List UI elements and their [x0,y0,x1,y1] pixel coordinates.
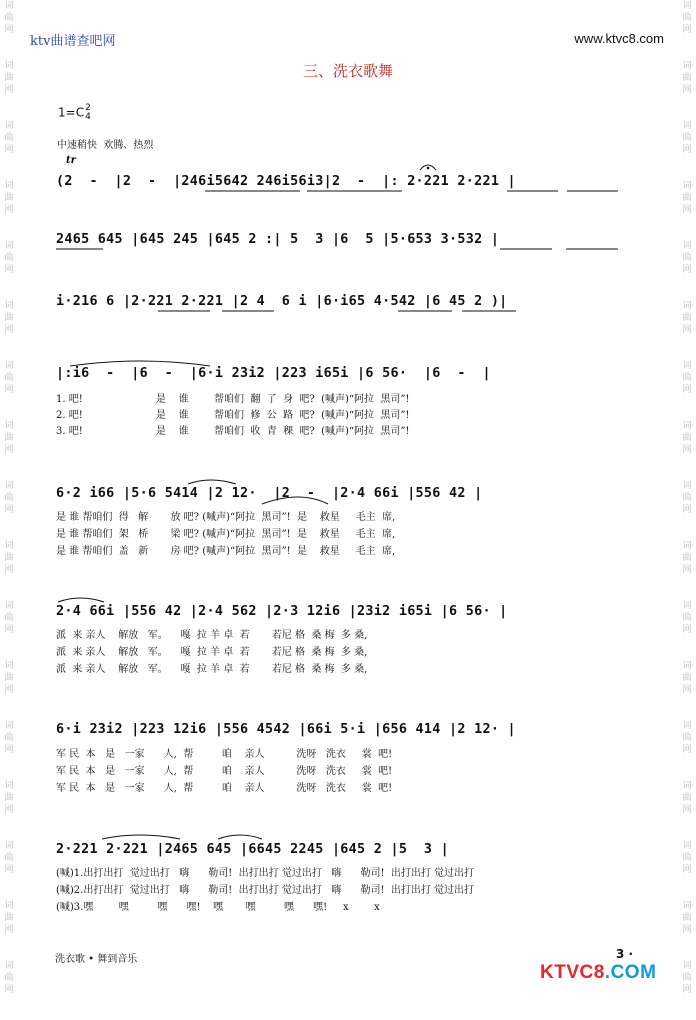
score-line-5: 6·2 i66 |5·6 5414 |2 12· |2 - |2·4 66i |556 42 | [56,486,483,501]
watermark-glyph: 网 [4,85,14,95]
slur [70,361,210,366]
watermark-glyph: 网 [682,445,692,455]
watermark-glyph: 词 [4,421,14,431]
watermark-glyph: 网 [682,25,692,35]
score-line-1: (2 - |2 - |246i5642 246i56i3|2 - |: 2·221 2·221 | [56,174,516,189]
watermark-glyph: 曲 [682,253,692,263]
watermark-glyph: 网 [4,745,14,755]
watermark-glyph: 网 [4,325,14,335]
watermark-glyph: 网 [4,865,14,875]
slur [262,497,328,504]
watermark-glyph: 词 [4,181,14,191]
watermark-glyph: 词 [4,721,14,731]
footer-caption: 洗衣歌 • 舞到音乐 [55,954,138,965]
watermark-glyph: 曲 [4,193,14,203]
watermark-glyph: 曲 [682,193,692,203]
watermark-glyph: 词 [682,361,692,371]
watermark-glyph: 网 [682,325,692,335]
time-den: 4 [85,112,91,122]
watermark-glyph: 曲 [4,73,14,83]
watermark-glyph: 词 [682,841,692,851]
site-logo[interactable] [540,962,670,988]
tempo-marking: 中速稍快 欢腾、热烈 [57,140,154,151]
watermark-glyph: 词 [682,121,692,131]
watermark-glyph: 词 [682,181,692,191]
watermark-glyph: 曲 [4,793,14,803]
watermark-glyph: 词 [682,541,692,551]
watermark-glyph: 词 [4,841,14,851]
watermark-glyph: 词 [4,241,14,251]
lyric-line: 是 谁 帮咱们 盖 新 房 吧? (喊声)“阿拉 黑司”! 是 救星 毛主 席, [56,546,396,557]
lyric-line: 军 民 本 是 一家 人, 帮 咱 亲人 洗呀 洗衣 裳 吧! [56,766,393,777]
watermark-glyph: 词 [682,421,692,431]
watermark-glyph: 词 [4,901,14,911]
watermark-glyph: 曲 [682,973,692,983]
score-line-6: 2·4 66i |556 42 |2·4 562 |2·3 12i6 |23i2 i65i |6 56· | [56,604,508,619]
watermark-glyph: 曲 [4,673,14,683]
key-label: 1=C [58,105,85,120]
watermark-glyph: 词 [4,61,14,71]
watermark-glyph: 词 [682,721,692,731]
watermark-glyph: 词 [4,301,14,311]
watermark-glyph: 词 [682,61,692,71]
page-title: 三、洗衣歌舞 [302,62,393,80]
site-name-left[interactable]: ktv曲谱查吧网 [30,34,116,49]
watermark-glyph: 词 [682,901,692,911]
watermark-glyph: 词 [682,661,692,671]
watermark-glyph: 词 [4,601,14,611]
watermark-glyph: 网 [682,565,692,575]
score-line-3: i·216 6 |2·221 2·221 |2 4 6 i |6·i65 4·542 |6 45 2 )| [56,294,508,309]
watermark-glyph: 曲 [682,313,692,323]
watermark-glyph: 词 [682,241,692,251]
watermark-glyph: 曲 [682,373,692,383]
watermark-glyph: 曲 [682,553,692,563]
lyric-line: 是 谁 帮咱们 架 桥 梁 吧? (喊声)“阿拉 黑司”! 是 救星 毛主 席, [56,529,396,540]
watermark-glyph: 曲 [4,913,14,923]
lyric-line: 1. 吧! 是 谁 帮咱们 翻 了 身 吧? (喊声)“阿拉 黑司”! [56,394,410,405]
watermark-glyph: 词 [682,481,692,491]
watermark-glyph: 网 [682,805,692,815]
lyric-line: 军 民 本 是 一家 人, 帮 咱 亲人 洗呀 洗衣 裳 吧! [56,749,393,760]
watermark-glyph: 网 [4,25,14,35]
score-line-2: 2465 645 |645 245 |645 2 :| 5 3 |6 5 |5·653 3·532 | [56,232,500,247]
watermark-glyph: 词 [682,601,692,611]
watermark-glyph: 曲 [682,613,692,623]
watermark-glyph: 词 [682,781,692,791]
watermark-glyph: 曲 [682,73,692,83]
slur [188,480,236,484]
watermark-glyph: 网 [4,565,14,575]
watermark-glyph: 词 [682,301,692,311]
lyric-line: (喊)1.出打出打 觉过出打 嗨 勒司! 出打出打 觉过出打 嗨 勒司! 出打出打 觉过出打 [56,868,475,879]
watermark-glyph: 词 [4,661,14,671]
watermark-glyph: 网 [682,865,692,875]
logo-part-ktv: KTV [540,962,580,983]
trill-mark: tr [66,155,76,166]
watermark-glyph: 曲 [4,733,14,743]
watermark-glyph: 网 [682,205,692,215]
watermark-glyph: 曲 [4,133,14,143]
watermark-glyph: 网 [682,505,692,515]
time-num: 2 [85,103,91,113]
watermark-glyph: 网 [4,985,14,995]
watermark-glyph: 网 [682,925,692,935]
watermark-glyph: 网 [4,445,14,455]
watermark-glyph: 网 [682,145,692,155]
watermark-glyph: 曲 [4,613,14,623]
watermark-glyph: 曲 [4,373,14,383]
slur [58,598,104,602]
score-line-4: |:i6 - |6 - |6·i 23i2 |223 i65i |6 56· |6 - | [56,366,491,381]
score-line-7: 6·i 23i2 |223 12i6 |556 4542 |66i 5·i |656 414 |2 12· | [56,722,516,737]
watermark-glyph: 曲 [682,733,692,743]
watermark-glyph: 网 [682,985,692,995]
watermark-glyph: 网 [4,925,14,935]
watermark-glyph: 词 [682,961,692,971]
fermata-dot [427,167,430,170]
lyric-line: 3. 吧! 是 谁 帮咱们 收 青 稞 吧? (喊声)“阿拉 黑司”! [56,426,410,437]
logo-part-com: .COM [604,962,657,983]
watermark-glyph: 网 [682,685,692,695]
watermark-glyph: 网 [682,745,692,755]
watermark-glyph: 曲 [4,853,14,863]
site-url-right[interactable]: www.ktvc8.com [574,31,664,46]
watermark-glyph: 网 [4,205,14,215]
watermark-glyph: 曲 [4,433,14,443]
lyric-line: (喊)3.嘿 嘿 嘿 嘿! 嘿 嘿 嘿 嘿! x x [56,902,380,913]
watermark-glyph: 网 [4,265,14,275]
watermark-glyph: 曲 [682,913,692,923]
watermark-glyph: 曲 [4,13,14,23]
lyric-line: 派 来 亲人 解放 军。 嘎 拉 羊 卓 若 若尼 格 桑 梅 多 桑, [56,647,368,658]
watermark-glyph: 词 [4,361,14,371]
watermark-glyph: 曲 [682,673,692,683]
watermark-glyph: 网 [682,85,692,95]
lyric-line: 是 谁 帮咱们 得 解 放 吧? (喊声)“阿拉 黑司”! 是 救星 毛主 席, [56,512,396,523]
watermark-glyph: 词 [682,1,692,11]
watermark-glyph: 词 [4,541,14,551]
slur [218,835,262,839]
watermark-glyph: 网 [4,145,14,155]
watermark-glyph: 曲 [4,253,14,263]
watermark-glyph: 网 [682,265,692,275]
lyric-line: 军 民 本 是 一家 人, 帮 咱 亲人 洗呀 洗衣 裳 吧! [56,783,393,794]
lyric-line: (喊)2.出打出打 觉过出打 嗨 勒司! 出打出打 觉过出打 嗨 勒司! 出打出打 觉过出打 [56,885,475,896]
watermark-glyph: 网 [4,385,14,395]
watermark-glyph: 网 [4,805,14,815]
page-number: 3 · [616,947,634,961]
lyric-line: 派 来 亲人 解放 军。 嘎 拉 羊 卓 若 若尼 格 桑 梅 多 桑, [56,630,368,641]
slur [102,835,180,839]
watermark-glyph: 曲 [682,133,692,143]
watermark-glyph: 词 [4,1,14,11]
watermark-glyph: 曲 [682,433,692,443]
watermark-glyph: 曲 [4,973,14,983]
watermark-glyph: 网 [4,505,14,515]
lyric-line: 派 来 亲人 解放 军。 嘎 拉 羊 卓 若 若尼 格 桑 梅 多 桑, [56,664,368,675]
logo-part-c8: C8 [579,962,605,983]
watermark-glyph: 网 [682,625,692,635]
watermark-glyph: 网 [4,685,14,695]
watermark-glyph: 网 [682,385,692,395]
watermark-glyph: 曲 [682,13,692,23]
watermark-glyph: 词 [4,481,14,491]
watermark-glyph: 曲 [4,313,14,323]
watermark-glyph: 曲 [682,853,692,863]
watermark-glyph: 词 [4,781,14,791]
watermark-glyph: 曲 [682,793,692,803]
watermark-glyph: 曲 [4,493,14,503]
score-line-8: 2·221 2·221 |2465 645 |6645 2245 |645 2 |5 3 | [56,842,450,857]
watermark-glyph: 曲 [4,553,14,563]
watermark-glyph: 词 [4,121,14,131]
watermark-glyph: 网 [4,625,14,635]
watermark-glyph: 词 [4,961,14,971]
lyric-line: 2. 吧! 是 谁 帮咱们 修 公 路 吧? (喊声)“阿拉 黑司”! [56,410,410,421]
watermark-glyph: 曲 [682,493,692,503]
